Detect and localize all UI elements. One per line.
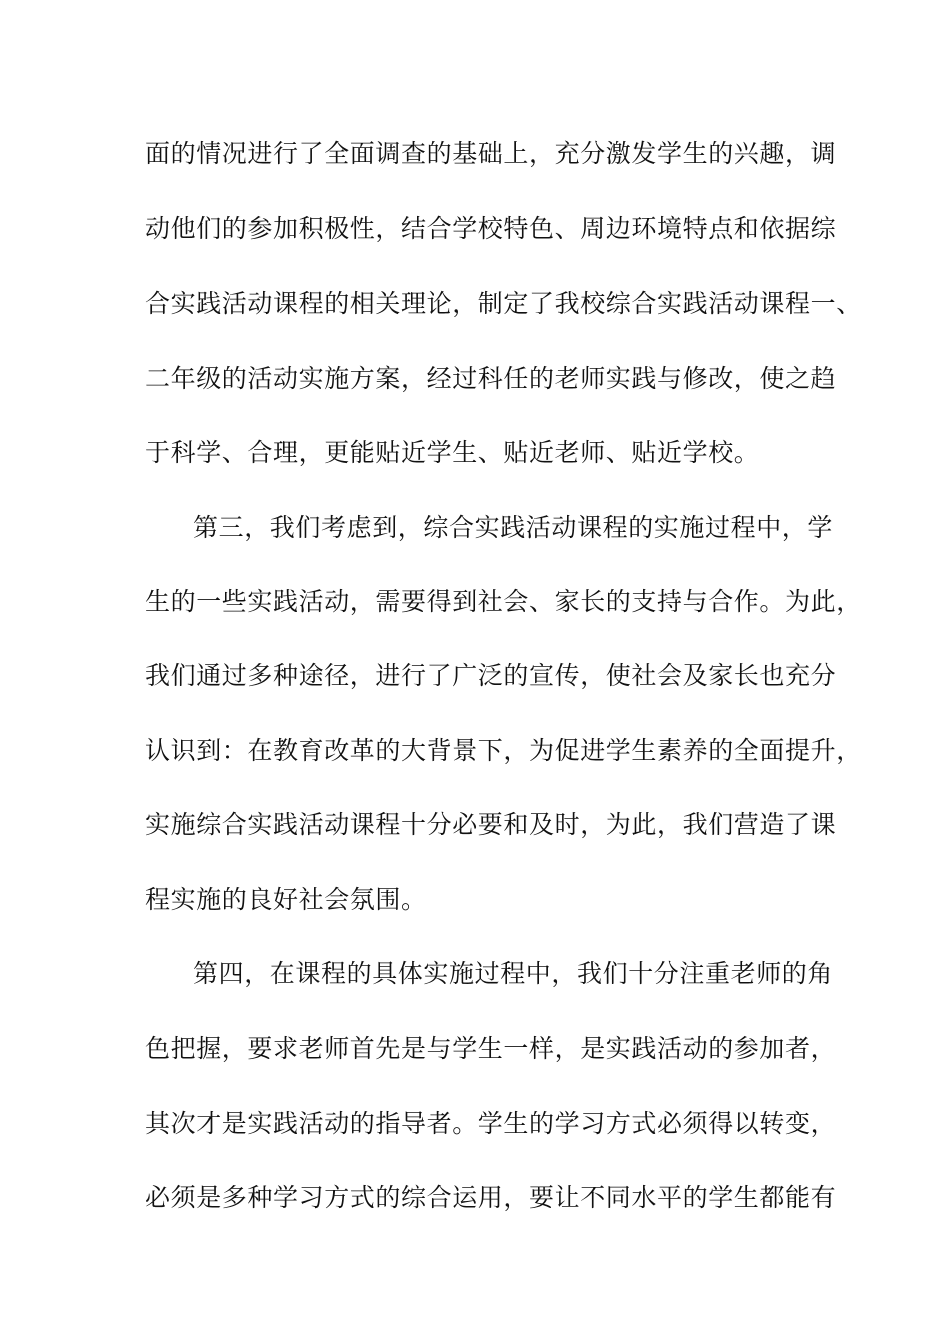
text-line: 二年级的活动实施方案，经过科任的老师实践与修改，使之趋 <box>145 364 837 393</box>
text-line: 色把握，要求老师首先是与学生一样，是实践活动的参加者， <box>145 1034 837 1063</box>
text-line: 认识到：在教育改革的大背景下，为促进学生素养的全面提升， <box>145 736 862 765</box>
text-line: 生的一些实践活动，需要得到社会、家长的支持与合作。为此， <box>145 587 862 616</box>
paragraph-start-line: 第四，在课程的具体实施过程中，我们十分注重老师的角 <box>193 959 834 988</box>
text-line: 合实践活动课程的相关理论，制定了我校综合实践活动课程一、 <box>145 289 862 318</box>
text-line: 必须是多种学习方式的综合运用，要让不同水平的学生都能有 <box>145 1183 837 1212</box>
text-line: 程实施的良好社会氛围。 <box>145 885 427 914</box>
text-line: 动他们的参加积极性，结合学校特色、周边环境特点和依据综 <box>145 214 837 243</box>
text-line: 于科学、合理，更能贴近学生、贴近老师、贴近学校。 <box>145 438 760 467</box>
text-line: 实施综合实践活动课程十分必要和及时，为此，我们营造了课 <box>145 810 837 839</box>
paragraph-start-line: 第三，我们考虑到，综合实践活动课程的实施过程中，学 <box>193 513 834 542</box>
text-line: 我们通过多种途径，进行了广泛的宣传，使社会及家长也充分 <box>145 661 837 690</box>
text-line: 其次才是实践活动的指导者。学生的学习方式必须得以转变， <box>145 1109 837 1138</box>
text-line: 面的情况进行了全面调查的基础上，充分激发学生的兴趣，调 <box>145 139 837 168</box>
